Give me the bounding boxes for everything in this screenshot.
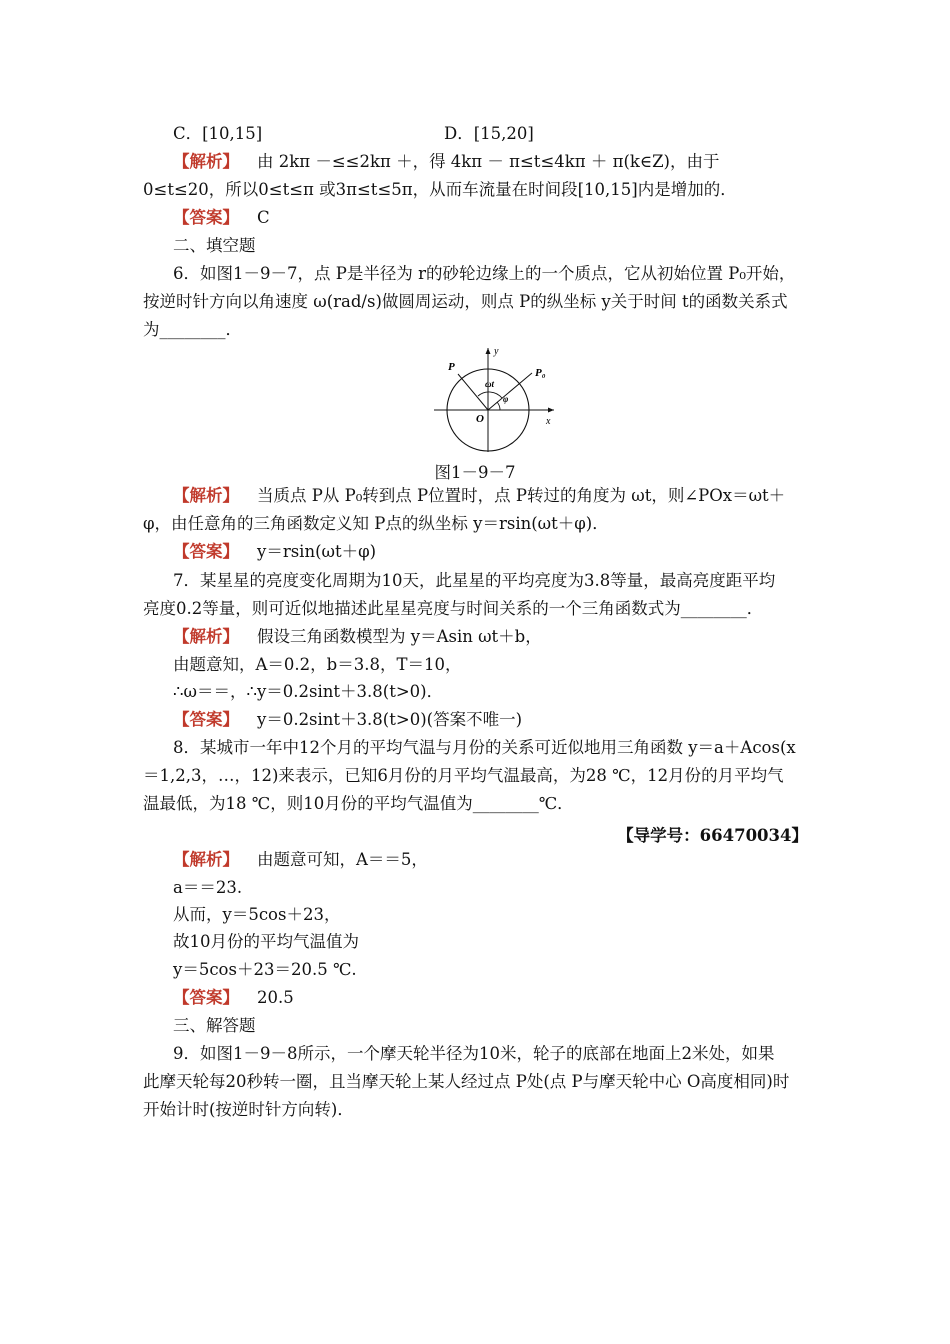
analysis-tag: 【解析】 [173,152,239,171]
analysis-text: 由 2kπ －≤≤2kπ ＋，得 4kπ － π≤t≤4kπ ＋ π(k∈Z)，由于 [257,152,720,171]
analysis-tag: 【解析】 [173,486,239,505]
answer-text: 20.5 [257,988,294,1007]
label-phi: φ [503,394,509,404]
answer-tag: 【答案】 [173,710,239,729]
answer-8 [173,988,294,1008]
text-line: 为________． [143,320,242,339]
text-line: 此摩天轮每20秒转一圈，且当摩天轮上某人经过点 P处(点 P与摩天轮中心 O高度相同)时 [143,1072,790,1091]
answer-tag: 【答案】 [173,988,239,1007]
analysis-text: 假设三角函数模型为 y＝Asin ωt＋b， [257,627,542,646]
analysis-tag: 【解析】 [173,627,239,646]
answer-tag: 【答案】 [173,208,239,227]
analysis-8 [173,850,428,870]
figure-caption: 图1－9－7 [434,463,516,482]
text-line: 故10月份的平均气温值为 [173,932,359,951]
section-heading: 二、填空题 [173,236,256,255]
analysis-6 [173,486,785,506]
question-7: 7．某星星的亮度变化周期为10天，此星星的平均亮度为3.8等量，最高亮度距平均 [173,571,776,590]
answer-tag: 【答案】 [173,542,239,561]
text-line: 0≤t≤20，所以0≤t≤π 或3π≤t≤5π，从而车流量在时间段[10,15]内是增加的． [143,180,737,199]
text-line: φ，由任意角的三角函数定义知 P点的纵坐标 y＝rsin(ωt＋φ)． [143,514,609,533]
label-p0: P₀ [535,367,546,379]
analysis-tag: 【解析】 [173,850,239,869]
text-line: ＝1,2,3，…，12)来表示，已知6月份的月平均气温最高，为28 ℃，12月份的月平均气 [143,766,784,785]
text-line: ∴ω＝＝，∴y＝0.2sint＋3.8(t>0)． [173,682,444,701]
text-line: 开始计时(按逆时针方向转)． [143,1100,354,1119]
circle-figure [432,342,560,454]
analysis-5 [173,152,720,172]
question-6: 6．如图1－9－7，点 P是半径为 r的砂轮边缘上的一个质点，它从初始位置 P₀开始， [173,264,796,283]
label-p: P [448,361,455,373]
text-line: 由题意知，A＝0.2，b＝3.8，T＝10， [173,655,462,674]
guide-number: 【导学号：66470034】 [617,826,808,845]
label-y-axis: y [494,346,499,357]
answer-5 [173,208,270,228]
option-d: D．[15,20] [444,124,534,143]
section-heading: 三、解答题 [173,1016,256,1035]
answer-text: y＝rsin(ωt＋φ) [257,542,377,561]
answer-7 [173,710,522,730]
question-8: 8．某城市一年中12个月的平均气温与月份的关系可近似地用三角函数 y＝a＋Acos(x [173,738,796,757]
analysis-text: 由题意可知，A＝＝5， [257,850,428,869]
text-line: a＝＝23. [173,878,243,897]
label-omega-t: ωt [485,379,495,389]
analysis-text: 当质点 P从 P₀转到点 P位置时，点 P转过的角度为 ωt，则∠POx＝ωt＋ [257,486,786,505]
answer-text: y＝0.2sint＋3.8(t>0)(答案不唯一) [257,710,523,729]
option-c: C．[10,15] [173,124,263,143]
text-line: 按逆时针方向以角速度 ω(rad/s)做圆周运动，则点 P的纵坐标 y关于时间 t的函数关系式 [143,292,788,311]
answer-6 [173,542,376,562]
analysis-7 [173,627,542,647]
question-9: 9．如图1－9－8所示，一个摩天轮半径为10米，轮子的底部在地面上2米处，如果 [173,1044,775,1063]
answer-text: C [257,208,270,227]
text-line: 温最低，为18 ℃，则10月份的平均气温值为________℃． [143,794,574,813]
label-x-axis: x [546,416,551,427]
text-line: y＝5cos＋23＝20.5 ℃. [173,960,357,979]
text-line: 亮度0.2等量，则可近似地描述此星星亮度与时间关系的一个三角函数式为________． [143,599,764,618]
label-origin: O [476,413,484,425]
text-line: 从而，y＝5cos＋23， [173,905,341,924]
